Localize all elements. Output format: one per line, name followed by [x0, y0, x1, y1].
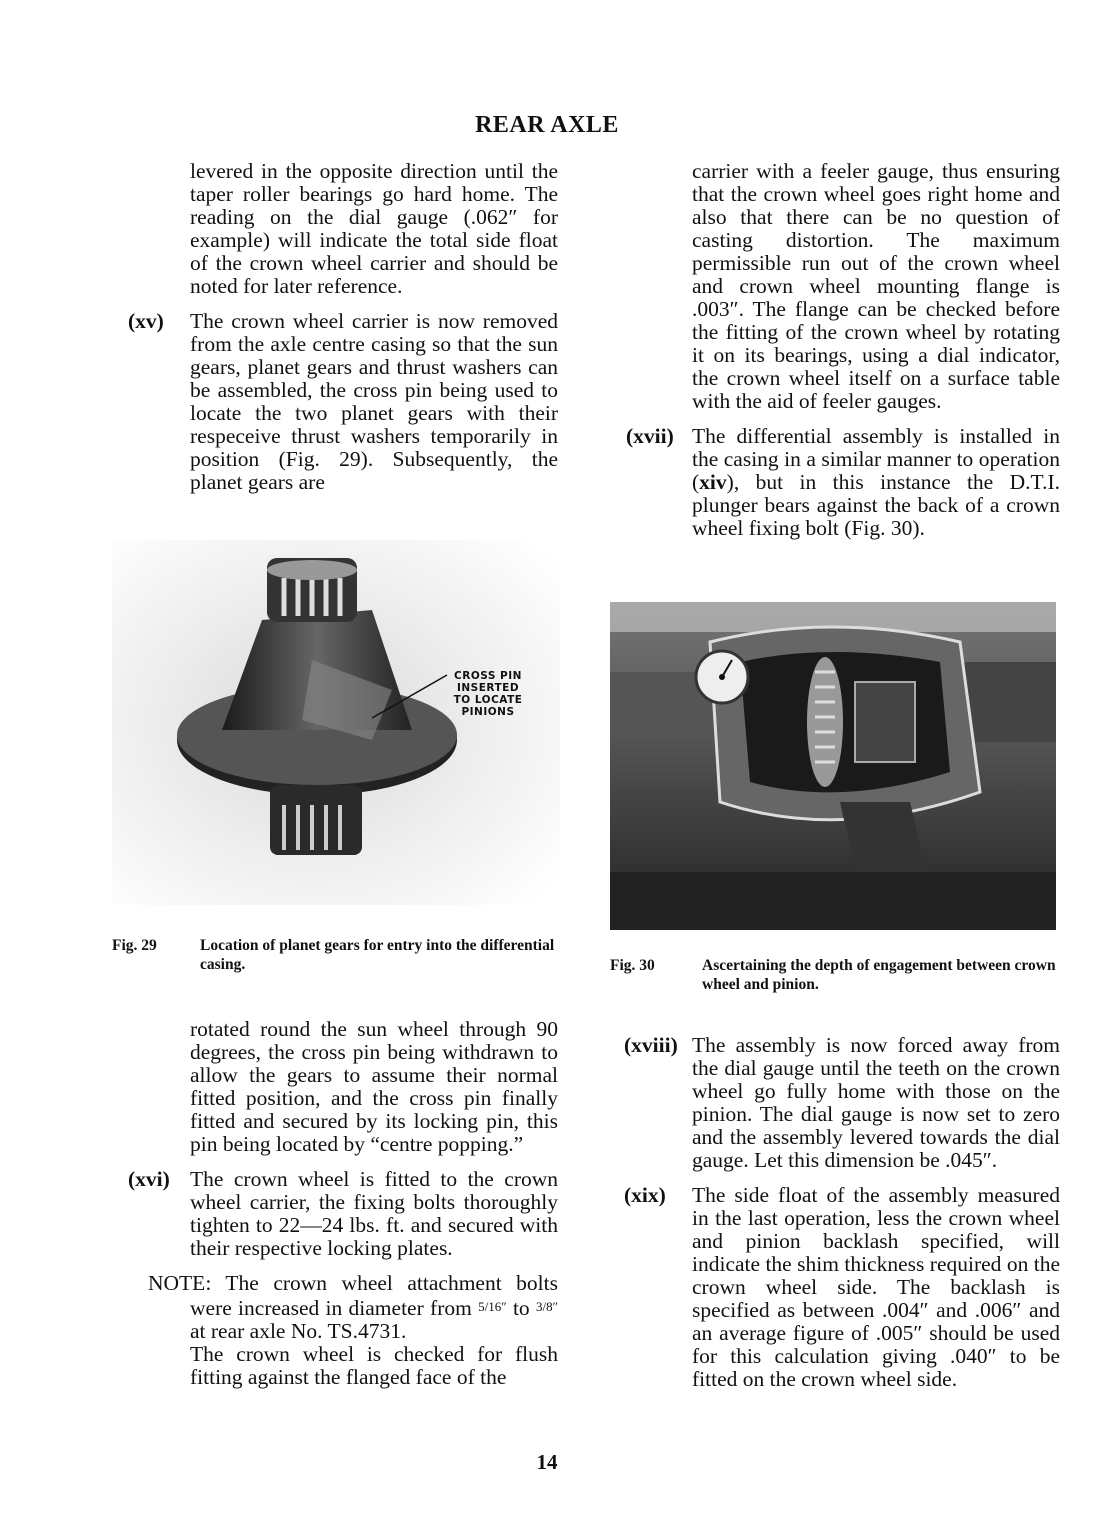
step-xvii-number: (xvii)	[626, 424, 674, 448]
step-xvii-text	[692, 425, 1060, 540]
right-column-top	[626, 159, 1060, 540]
note-text-b: at rear axle No. TS.4731.	[190, 1319, 407, 1343]
note-label: NOTE:	[148, 1271, 212, 1295]
step-xvi-number: (xvi)	[128, 1167, 170, 1191]
page-title: REAR AXLE	[475, 112, 619, 138]
step-xviii-number: (xviii)	[624, 1033, 678, 1057]
figure-29-label: Fig. 29	[112, 937, 157, 954]
figure-29-photo	[112, 540, 560, 905]
note-fraction-a: 5/16″	[478, 1299, 507, 1314]
page-number: 14	[536, 1450, 558, 1474]
step-xix	[624, 1183, 1060, 1391]
left-column-bottom	[128, 1017, 559, 1389]
step-xv-text: The crown wheel carrier is now removed from the axle centre casing so that the sun gears, planet gears and thrust washers can be assembled, the cross pin being used to locate the two planet gears with their respeceive thrust washers temporarily in position (Fig. 29). Subsequently, the planet gears are	[190, 309, 558, 494]
figure-29-caption	[112, 936, 560, 974]
step-xix-text: The side float of the assembly measured in the last operation, less the crown wheel and pinion backlash specified, will indicate the shim thickness required on the crown wheel side. The backlash is specified as between .004″ and .006″ and an average figure of .005″ should be used for this calculation giving .040″ to be fitted on the crown wheel side.	[692, 1183, 1060, 1391]
step-xv	[128, 309, 558, 494]
step-xvii	[626, 424, 1060, 540]
figure-30-label: Fig. 30	[610, 957, 655, 974]
step-xviii-text: The assembly is now forced away from the dial gauge until the teeth on the crown wheel go fully home with those on the pinion. The dial gauge is now set to zero and the assembly levered towards the dial gauge. Let this dimension be .045″.	[692, 1033, 1060, 1172]
figure-29-caption-text: Location of planet gears for entry into the differential casing.	[200, 937, 555, 973]
figure-30-caption	[610, 956, 1060, 994]
note-text-c: The crown wheel is checked for flush fitting against the flanged face of the	[190, 1342, 558, 1389]
note-block	[148, 1271, 559, 1389]
step-xix-number: (xix)	[624, 1183, 666, 1207]
right-continuation-paragraph: carrier with a feeler gauge, thus ensuring that the crown wheel goes right home and also that there can be no question of casting distortion. The maximum permissible run out of the crown wheel and crown wheel mounting flange is .003″. The flange can be checked before the fitting of the crown wheel by rotating it on its bearings, using a dial indicator, the crown wheel itself on a surface table with the aid of feeler gauges.	[692, 159, 1060, 413]
right-column-bottom	[624, 1033, 1060, 1391]
left-column-top	[128, 159, 558, 494]
left-continuation-paragraph: levered in the opposite direction until the taper roller bearings go hard home. The reading on the dial gauge (.062″ for example) will indicate the total side float of the crown wheel carrier and should be noted for later reference.	[190, 159, 558, 298]
note-to: to	[512, 1296, 530, 1320]
note-fraction-b: 3/8″	[535, 1299, 559, 1314]
step-xvii-text-a: The differential assembly is installed in the casing in a similar manner to operation (	[692, 424, 1060, 494]
note-paragraph	[148, 1271, 559, 1343]
note-text-a: The crown wheel attachment bolts were increased in diameter from	[190, 1271, 558, 1320]
axle-casing-dial-gauge-illustration	[610, 602, 1056, 930]
differential-carrier-illustration	[112, 540, 560, 905]
figure-29-callout: CROSS PIN INSERTED TO LOCATE PINIONS	[453, 670, 523, 718]
figure-30-caption-text: Ascertaining the depth of engagement between crown wheel and pinion.	[702, 957, 1056, 993]
step-xviii	[624, 1033, 1060, 1172]
left-bottom-continuation: rotated round the sun wheel through 90 degrees, the cross pin being withdrawn to allow the gears to assume their normal fitted position, and the cross pin finally fitted and secured by its locking pin, this pin being located by “centre popping.”	[190, 1017, 558, 1156]
step-xv-number: (xv)	[128, 309, 164, 333]
figure-30-photo	[610, 602, 1056, 930]
step-xvi	[128, 1167, 558, 1260]
step-xvi-text: The crown wheel is fitted to the crown wheel carrier, the fixing bolts thoroughly tighten to 22—24 lbs. ft. and secured with their respective locking plates.	[190, 1167, 558, 1260]
step-xvii-text-b: ), but in this instance the D.T.I. plunger bears against the back of a crown wheel fixing bolt (Fig. 30).	[692, 470, 1060, 540]
step-xvii-reference: xiv	[699, 470, 727, 494]
